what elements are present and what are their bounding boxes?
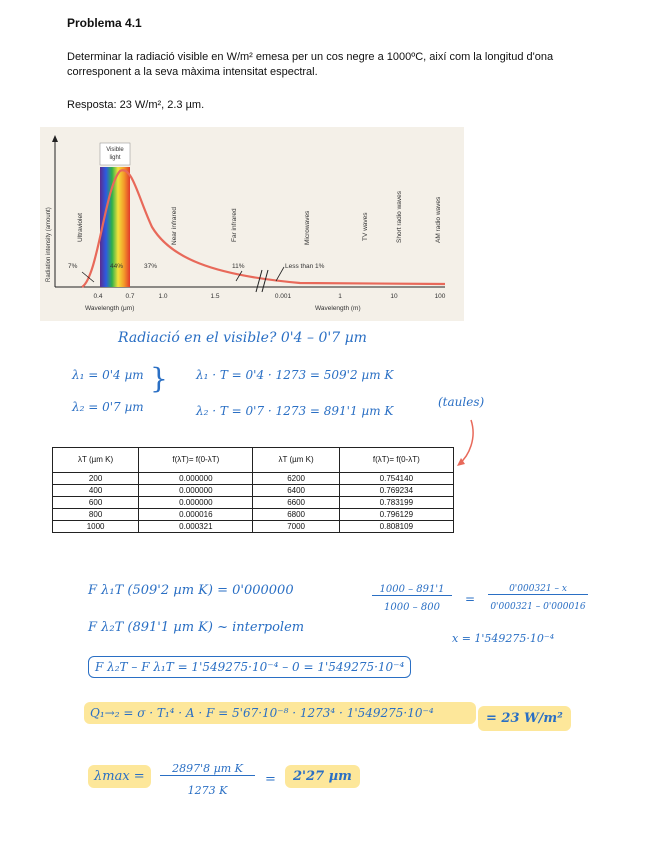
table-cell: 800 bbox=[53, 509, 139, 521]
table-header: λT (µm K) bbox=[253, 448, 339, 473]
interp-rhs-denominator: 0'000321 – 0'000016 bbox=[490, 602, 586, 612]
table-cell: 6400 bbox=[253, 485, 339, 497]
x-tick: 1.5 bbox=[210, 293, 220, 300]
lambda1-note: λ₁ = 0'4 µm bbox=[72, 368, 144, 382]
region-label: Microwaves bbox=[304, 210, 311, 245]
table-cell: 6600 bbox=[253, 497, 339, 509]
table-header: f(λT)= f(0-λT) bbox=[339, 448, 453, 473]
table-header: f(λT)= f(0-λT) bbox=[139, 448, 253, 473]
equals-sign: = bbox=[465, 592, 476, 606]
y-axis-label: Radiation intensity (amount) bbox=[46, 207, 52, 282]
table-cell: 0.783199 bbox=[339, 497, 453, 509]
lt1-note: λ₁ · T = 0'4 · 1273 = 509'2 µm K bbox=[196, 368, 394, 382]
emission-fraction-table bbox=[52, 447, 454, 533]
table-cell: 200 bbox=[53, 473, 139, 485]
table-cell: 0.000000 bbox=[139, 485, 253, 497]
svg-text:light: light bbox=[109, 155, 121, 161]
region-label: Short radio waves bbox=[396, 190, 403, 243]
visible-question: Radiació en el visible? 0'4 – 0'7 µm bbox=[118, 330, 367, 346]
taules-arrow-icon bbox=[455, 418, 477, 470]
table-cell: 400 bbox=[53, 485, 139, 497]
percent-label: Less than 1% bbox=[285, 263, 325, 270]
lambda2-note: λ₂ = 0'7 µm bbox=[72, 400, 144, 414]
heat-result: = 23 W/m² bbox=[478, 706, 571, 731]
table-cell: 0.000321 bbox=[139, 521, 253, 533]
interp-rhs-numerator: 0'000321 – x bbox=[488, 584, 588, 595]
x-axis-label-um: Wavelength (μm) bbox=[85, 305, 135, 312]
x-tick: 0.001 bbox=[274, 293, 292, 300]
table-cell: 1000 bbox=[53, 521, 139, 533]
table-cell: 0.754140 bbox=[339, 473, 453, 485]
problem-answer: Resposta: 23 W/m², 2.3 µm. bbox=[67, 99, 205, 111]
lambda-max-result: 2'27 µm bbox=[285, 765, 360, 788]
percent-label: 44% bbox=[110, 263, 124, 270]
interp-result: x = 1'549275·10⁻⁴ bbox=[452, 632, 555, 645]
y-axis-arrow-icon bbox=[52, 135, 58, 142]
region-label: AM radio waves bbox=[435, 196, 442, 243]
interp-denominator: 1000 – 800 bbox=[384, 602, 440, 613]
table-cell: 7000 bbox=[253, 521, 339, 533]
equals-sign: = bbox=[265, 772, 276, 787]
lambda-max-denominator: 1273 K bbox=[187, 784, 228, 797]
x-tick: 0.4 bbox=[93, 293, 103, 300]
brace-icon: } bbox=[150, 362, 168, 395]
table-cell: 0.769234 bbox=[339, 485, 453, 497]
spectrum-figure bbox=[40, 127, 464, 321]
visible-light-label: Visible bbox=[106, 147, 124, 153]
interp-numerator: 1000 – 891'1 bbox=[372, 584, 452, 596]
lambda-max-numerator: 2897'8 µm K bbox=[160, 762, 255, 776]
problem-title: Problema 4.1 bbox=[67, 16, 142, 30]
fraction-difference: F λ₂T – F λ₁T = 1'549275·10⁻⁴ – 0 = 1'549275·10⁻⁴ bbox=[88, 656, 411, 678]
lambda-max-label: λmax = bbox=[88, 765, 151, 788]
region-label: Far infrared bbox=[231, 208, 238, 242]
spectrum-chart bbox=[40, 127, 464, 321]
table-row bbox=[53, 521, 454, 533]
f1-note: F λ₁T (509'2 µm K) = 0'000000 bbox=[88, 583, 294, 598]
x-tick: 10 bbox=[390, 293, 398, 300]
region-label: TV waves bbox=[362, 212, 369, 241]
table-cell: 0.808109 bbox=[339, 521, 453, 533]
table-cell: 0.000000 bbox=[139, 473, 253, 485]
heat-equation: Q₁→₂ = σ · T₁⁴ · A · F = 5'67·10⁻⁸ · 1273⁴ · 1'549275·10⁻⁴ bbox=[84, 702, 476, 724]
percent-label: 37% bbox=[144, 263, 158, 270]
region-label: Ultraviolet bbox=[77, 213, 84, 242]
table-cell: 0.000000 bbox=[139, 497, 253, 509]
blackbody-curve bbox=[82, 170, 445, 287]
x-tick: 100 bbox=[434, 293, 446, 300]
x-tick: 1 bbox=[338, 293, 342, 300]
table-cell: 600 bbox=[53, 497, 139, 509]
region-label: Near infrared bbox=[171, 207, 178, 245]
table-cell: 6200 bbox=[253, 473, 339, 485]
table-header: λT (µm K) bbox=[53, 448, 139, 473]
f2-note: F λ₂T (891'1 µm K) ~ interpolem bbox=[88, 620, 305, 635]
percent-label: 11% bbox=[232, 263, 245, 270]
x-tick: 0.7 bbox=[125, 293, 135, 300]
x-axis-label-m: Wavelength (m) bbox=[315, 305, 361, 312]
table-cell: 6800 bbox=[253, 509, 339, 521]
table-row bbox=[53, 509, 454, 521]
table-row bbox=[53, 497, 454, 509]
percent-label: 7% bbox=[68, 263, 78, 270]
lt2-note: λ₂ · T = 0'7 · 1273 = 891'1 µm K bbox=[196, 404, 394, 418]
problem-statement: Determinar la radiació visible en W/m² emesa per un cos negre a 1000ºC, així com la longitud d'ona corresponent a la seva màxima intensitat espectral. bbox=[67, 51, 554, 78]
table-cell: 0.000016 bbox=[139, 509, 253, 521]
table-header-row bbox=[53, 448, 454, 473]
taules-note: (taules) bbox=[438, 395, 485, 409]
x-tick: 1.0 bbox=[158, 293, 168, 300]
table-row bbox=[53, 485, 454, 497]
table-row bbox=[53, 473, 454, 485]
table-cell: 0.796129 bbox=[339, 509, 453, 521]
pointer-arrow-icon bbox=[276, 267, 284, 281]
